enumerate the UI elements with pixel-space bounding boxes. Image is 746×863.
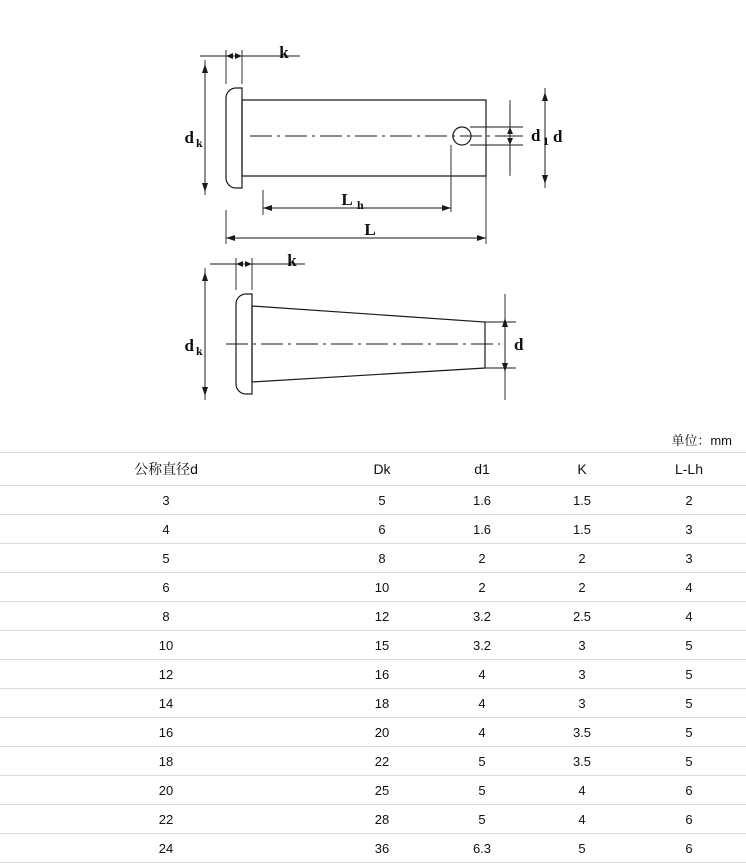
table-cell: 10 [332, 573, 432, 602]
table-cell: 3 [532, 689, 632, 718]
table-row [0, 747, 746, 776]
pin-drawing-svg [0, 0, 746, 430]
table-row [0, 776, 746, 805]
table-header-row [0, 453, 746, 486]
pin-shank-top [242, 100, 486, 176]
table-cell: 8 [0, 602, 332, 631]
label-k-top: k [279, 43, 289, 62]
table-cell: 6 [632, 805, 746, 834]
table-cell: 5 [632, 689, 746, 718]
table-cell: 2 [532, 573, 632, 602]
table-cell: 3 [0, 486, 332, 515]
table-cell: 28 [332, 805, 432, 834]
label-dk-top: d [184, 128, 194, 147]
table-row [0, 631, 746, 660]
table-row [0, 544, 746, 573]
table-cell: 1.6 [432, 486, 532, 515]
table-row [0, 573, 746, 602]
table-cell: 6 [332, 515, 432, 544]
table-cell: 6 [632, 834, 746, 863]
column-header-dk: Dk [332, 453, 432, 486]
table-cell: 4 [432, 689, 532, 718]
label-d-top: d [553, 127, 563, 146]
label-Lh: L [341, 190, 353, 209]
table-row [0, 718, 746, 747]
table-cell: 3 [532, 660, 632, 689]
table-cell: 2 [432, 544, 532, 573]
table-cell: 22 [0, 805, 332, 834]
table-cell: 14 [0, 689, 332, 718]
label-k-bottom: k [287, 251, 297, 270]
table-cell: 2 [532, 544, 632, 573]
specification-table [0, 452, 746, 863]
table-row [0, 689, 746, 718]
unit-note: 单位：mm [671, 433, 732, 448]
table-cell: 20 [0, 776, 332, 805]
table-cell: 5 [632, 718, 746, 747]
table-cell: 3.2 [432, 602, 532, 631]
table-cell: 5 [632, 631, 746, 660]
label-d1: d [531, 126, 541, 145]
table-cell: 5 [532, 834, 632, 863]
table-row [0, 660, 746, 689]
label-d-bottom: d [514, 335, 524, 354]
label-Lh-sub: h [357, 198, 364, 212]
table-cell: 1.5 [532, 515, 632, 544]
table-cell: 16 [0, 718, 332, 747]
table-cell: 3 [632, 515, 746, 544]
table-cell: 5 [432, 805, 532, 834]
table-cell: 18 [332, 689, 432, 718]
table-cell: 36 [332, 834, 432, 863]
table-cell: 5 [432, 776, 532, 805]
table-cell: 2 [632, 486, 746, 515]
table-cell: 5 [632, 747, 746, 776]
label-dk-bottom: d [184, 336, 194, 355]
table-cell: 4 [632, 602, 746, 631]
table-cell: 8 [332, 544, 432, 573]
table-cell: 4 [532, 805, 632, 834]
label-L: L [364, 220, 376, 239]
table-cell: 24 [0, 834, 332, 863]
table-cell: 5 [432, 747, 532, 776]
table-cell: 12 [332, 602, 432, 631]
table-cell: 3 [632, 544, 746, 573]
table-cell: 18 [0, 747, 332, 776]
table-cell: 5 [632, 660, 746, 689]
table-cell: 6 [632, 776, 746, 805]
table-row [0, 805, 746, 834]
table-cell: 20 [332, 718, 432, 747]
table-cell: 4 [432, 718, 532, 747]
table-cell: 15 [332, 631, 432, 660]
column-header-nominal-diameter: 公称直径d [0, 453, 332, 486]
table-cell: 5 [0, 544, 332, 573]
column-header-d1: d1 [432, 453, 532, 486]
table-row [0, 515, 746, 544]
table-cell: 22 [332, 747, 432, 776]
technical-drawing [0, 0, 746, 430]
table-cell: 1.6 [432, 515, 532, 544]
table-cell: 25 [332, 776, 432, 805]
pin-head-top [226, 88, 242, 188]
label-d1-sub: 1 [543, 134, 549, 148]
table-cell: 3 [532, 631, 632, 660]
label-dk-bottom-sub: k [196, 344, 203, 358]
table-cell: 10 [0, 631, 332, 660]
column-header-l-lh: L-Lh [632, 453, 746, 486]
table-cell: 3.5 [532, 718, 632, 747]
table-cell: 16 [332, 660, 432, 689]
table-cell: 6 [0, 573, 332, 602]
table-cell: 1.5 [532, 486, 632, 515]
table-cell: 5 [332, 486, 432, 515]
table-cell: 4 [532, 776, 632, 805]
column-header-k: K [532, 453, 632, 486]
table-cell: 2.5 [532, 602, 632, 631]
table-cell: 6.3 [432, 834, 532, 863]
table-row [0, 602, 746, 631]
label-dk-top-sub: k [196, 136, 203, 150]
table-cell: 4 [432, 660, 532, 689]
table-cell: 12 [0, 660, 332, 689]
table-cell: 3.5 [532, 747, 632, 776]
table-cell: 3.2 [432, 631, 532, 660]
table-cell: 4 [0, 515, 332, 544]
table-row [0, 486, 746, 515]
table-row [0, 834, 746, 863]
table-cell: 4 [632, 573, 746, 602]
table-cell: 2 [432, 573, 532, 602]
